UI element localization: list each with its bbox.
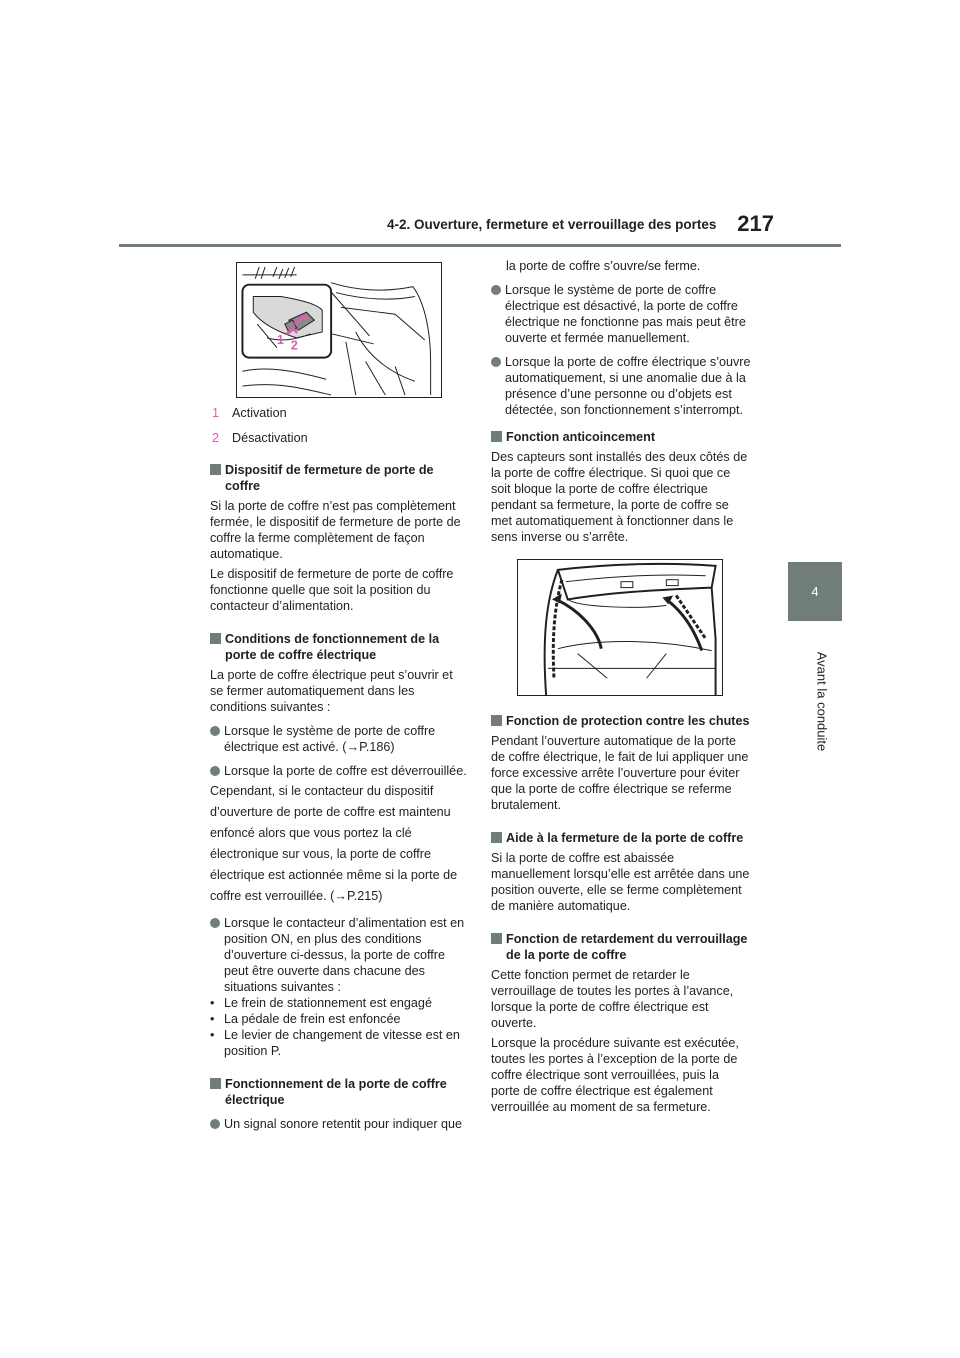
chapter-tab xyxy=(788,562,842,621)
bullet-dot-icon xyxy=(210,1119,220,1129)
bullet-dot-icon xyxy=(210,918,220,928)
bullet-dot-icon xyxy=(491,357,501,367)
heading-square-icon xyxy=(210,464,221,475)
bullet-item: Lorsque la porte de coffre électrique s’ouvre automatiquement, si une anomalie due à la présence d’une personne ou d’objets est détectée, son fonctionnement s’interrompt. xyxy=(491,354,751,418)
chapter-number: 4 xyxy=(811,584,819,599)
anti-pinch-sensor-illustration xyxy=(517,559,723,696)
header-rule xyxy=(119,244,841,247)
heading-square-icon xyxy=(491,933,502,944)
heading-square-icon xyxy=(210,1078,221,1089)
legend-text: Désactivation xyxy=(232,431,308,445)
paragraph: Le dispositif de fermeture de porte de coffre fonctionne quelle que soit la position du contacteur d’alimentation. xyxy=(210,567,454,613)
sub-list-item: • Le levier de changement de vitesse est en position P. xyxy=(210,1028,460,1058)
chapter-label: Avant la conduite xyxy=(814,651,830,752)
section-heading: Conditions de fonctionnement de la porte de coffre électrique xyxy=(210,631,468,663)
legend-number: 2 xyxy=(212,431,220,445)
section-heading: Fonction de protection contre les chutes xyxy=(491,713,751,729)
section-heading: Fonction anticoincement xyxy=(491,429,751,445)
callout-1: 1 xyxy=(276,331,285,347)
bullet-dot-icon xyxy=(491,285,501,295)
legend-item xyxy=(210,405,468,430)
section-heading: Fonctionnement de la porte de coffre électrique xyxy=(210,1076,468,1108)
paragraph: La porte de coffre électrique peut s’ouvrir et se fermer automatiquement dans les conditions suivantes : xyxy=(210,668,453,714)
sub-list xyxy=(210,995,468,1059)
callout-2: 2 xyxy=(290,337,298,353)
section-heading: Fonction de retardement du verrouillage de la porte de coffre xyxy=(491,931,751,963)
section-heading: Dispositif de fermeture de porte de coffre xyxy=(210,462,468,494)
trunk-switch-drawing xyxy=(237,263,441,397)
heading-square-icon xyxy=(491,832,502,843)
paragraph: Si la porte de coffre n’est pas complètement fermée, le dispositif de fermeture de porte de coffre la ferme complètement de façon automatique. xyxy=(210,499,461,561)
left-column xyxy=(210,262,468,1132)
sub-list-item: • La pédale de frein est enfoncée xyxy=(210,1012,401,1026)
tailgate-sensor-drawing xyxy=(518,560,722,695)
paragraph: Si la porte de coffre est abaissée manuellement lorsqu’elle est arrêtée dans une position ouverte, elle se ferme complètement de manière automatique. xyxy=(491,851,750,913)
legend-text: Activation xyxy=(232,406,287,420)
paragraph: Lorsque la procédure suivante est exécutée, toutes les portes à l’exception de la porte de coffre électrique sont verrouillées, puis la porte de coffre électrique est également verrouillée au moment de sa fermeture. xyxy=(491,1036,739,1114)
bullet-item: Lorsque la porte de coffre est déverrouillée. xyxy=(210,763,468,779)
bullet-item: Lorsque le contacteur d’alimentation est en position ON, en plus des conditions d’ouverture ci-dessus, la porte de coffre peut être ouverte dans chacune des situations suivantes : xyxy=(210,915,468,995)
paragraph: Cependant, si le contacteur du dispositif d’ouverture de porte de coffre est maintenu enfoncé alors que vous portez la clé électronique sur vous, la porte de coffre électrique est actionnée même si la porte de coffre est verrouillée. (→P.215) xyxy=(210,784,458,903)
heading-square-icon xyxy=(210,633,221,644)
paragraph: Cette fonction permet de retarder le verrouillage de toutes les portes à l’avance, lorsque la porte de coffre électrique est ouverte. xyxy=(491,968,734,1030)
right-column xyxy=(491,258,751,1115)
page-number: 217 xyxy=(737,211,774,236)
bullet-dot-icon xyxy=(210,726,220,736)
trunk-switch-illustration xyxy=(236,262,442,398)
legend-number: 1 xyxy=(212,406,220,420)
paragraph: Pendant l’ouverture automatique de la porte de coffre électrique, le fait de lui appliquer une force excessive arrête l’ouverture pour éviter que la porte de coffre électrique se referme brutalement. xyxy=(491,734,749,812)
bullet-item: Lorsque le système de porte de coffre électrique est désactivé, la porte de coffre électrique ne fonctionne pas mais peut être ouverte et fermée manuellement. xyxy=(491,282,751,346)
section-heading: Aide à la fermeture de la porte de coffre xyxy=(491,830,751,846)
section-header-title: 4-2. Ouverture, fermeture et verrouillage des portes xyxy=(387,217,717,232)
heading-square-icon xyxy=(491,431,502,442)
legend-item xyxy=(210,430,468,455)
bullet-item: Lorsque le système de porte de coffre électrique est activé. (→P.186) xyxy=(210,723,468,755)
figure-legend xyxy=(210,405,468,455)
bullet-item: Un signal sonore retentit pour indiquer que xyxy=(210,1116,468,1132)
sub-list-item: • Le frein de stationnement est engagé xyxy=(210,996,432,1010)
paragraph: Des capteurs sont installés des deux côtés de la porte de coffre électrique. Si quoi que ce soit bloque la porte de coffre électrique pendant sa fermeture, la porte de coffre se met automatiquement à fonctionner dans le sens inverse ou s’arrête. xyxy=(491,450,748,544)
heading-square-icon xyxy=(491,715,502,726)
bullet-dot-icon xyxy=(210,766,220,776)
paragraph-continued: la porte de coffre s’ouvre/se ferme. xyxy=(506,259,701,273)
